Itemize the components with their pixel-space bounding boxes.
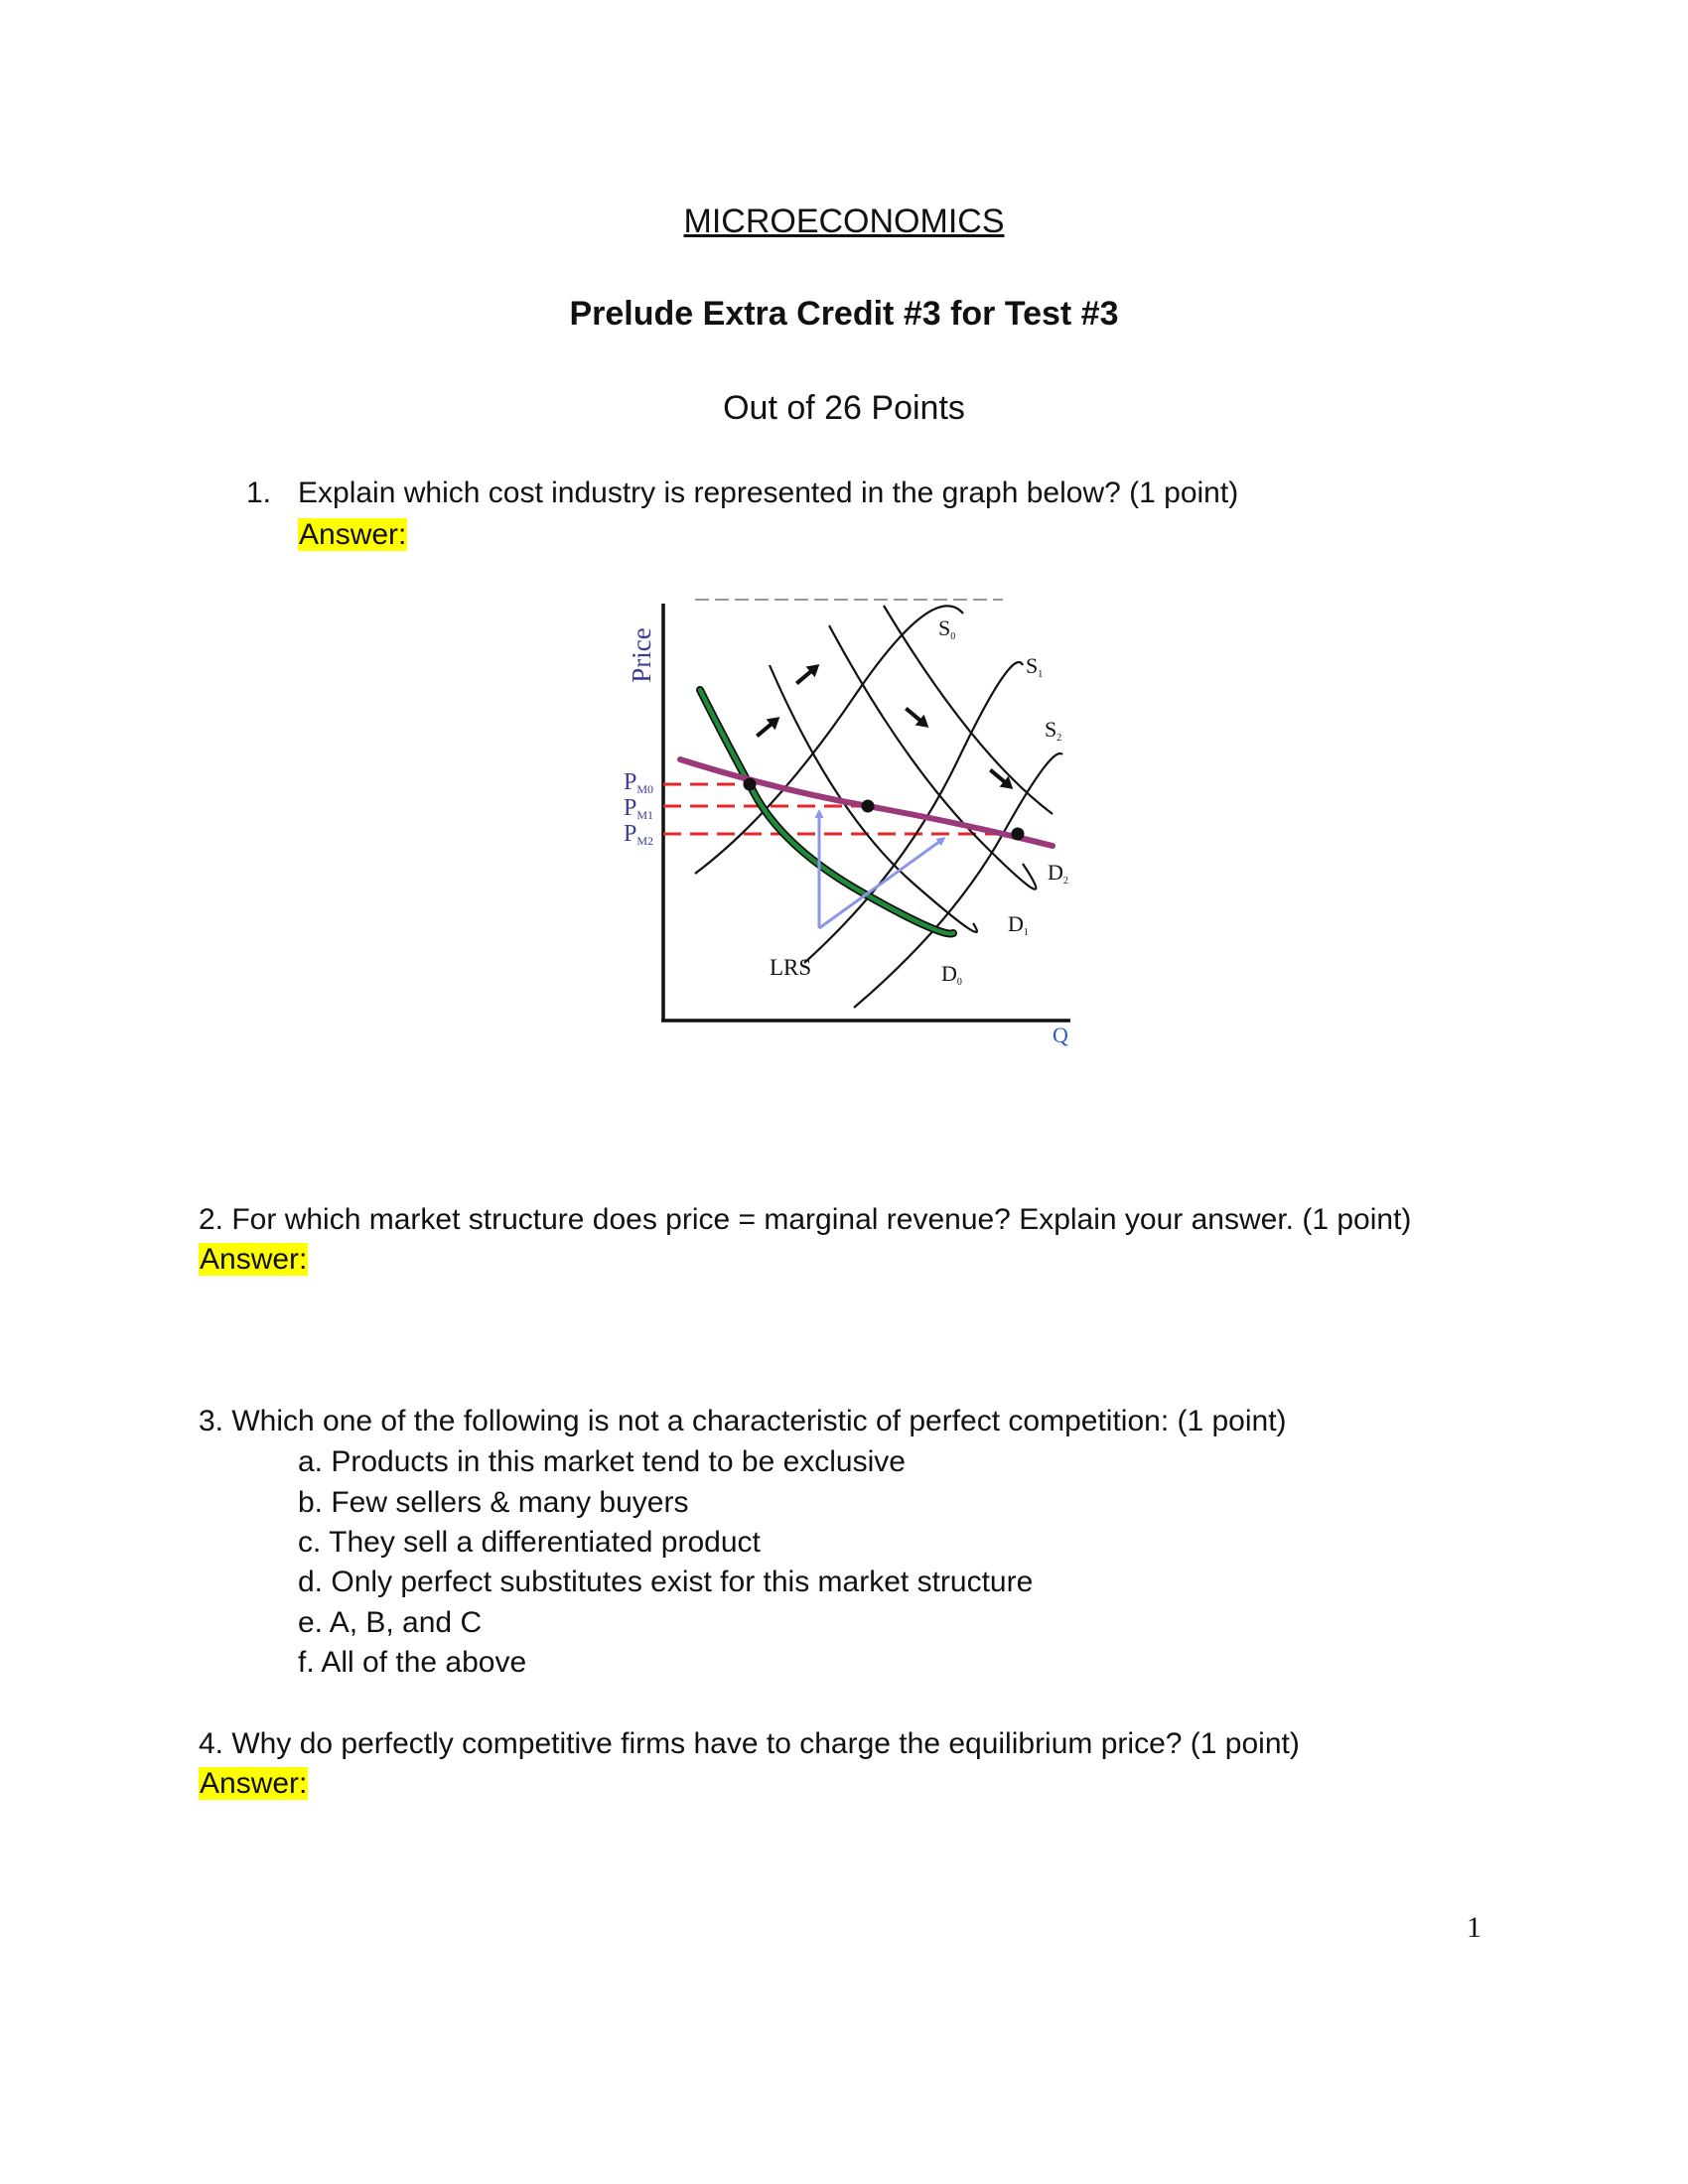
question-1-answer-area[interactable] [298, 518, 407, 552]
green-curve-outline [700, 690, 953, 934]
price-label-pm2: PM2 [624, 821, 654, 848]
question-3-text: 3. Which one of the following is not a characteristic of perfect competition: (1 point) [199, 1405, 1287, 1437]
question-4-text: 4. Why do perfectly competitive firms have to charge the equilibrium price? (1 point) [199, 1727, 1300, 1760]
question-1-text: Explain which cost industry is represented in the graph below? (1 point) [298, 477, 1239, 509]
option-e[interactable]: e. A, B, and C [298, 1606, 483, 1639]
page-number: 1 [1467, 1911, 1481, 1944]
green-curve [700, 690, 953, 934]
course-title: MICROECONOMICS [683, 203, 1005, 240]
y-axis-label: Price [627, 627, 656, 683]
equilibrium-point-2 [1012, 828, 1025, 841]
equilibrium-point-1 [862, 800, 875, 813]
total-points: Out of 26 Points [723, 389, 965, 427]
supply-label-s2: S2 [1045, 717, 1062, 744]
question-2-text: 2. For which market structure does price = marginal revenue? Explain your answer. (1 point) [199, 1203, 1412, 1236]
answer-label: Answer: [200, 1243, 308, 1276]
demand-label-d2: D2 [1048, 860, 1068, 887]
long-run-supply-graph [606, 586, 1082, 1072]
demand-label-d0: D0 [941, 961, 962, 988]
option-b[interactable]: b. Few sellers & many buyers [298, 1486, 689, 1519]
x-axis-label: Q [1053, 1023, 1068, 1047]
answer-label: Answer: [299, 518, 407, 551]
shift-arrows [753, 659, 1018, 794]
option-c[interactable]: c. They sell a differentiated product [298, 1526, 761, 1559]
question-2-answer-area[interactable] [199, 1243, 308, 1277]
demand-label-d1: D1 [1008, 911, 1029, 938]
question-1-number: 1. [246, 477, 272, 509]
supply-label-s1: S1 [1026, 653, 1044, 680]
price-label-pm1: PM1 [624, 795, 654, 822]
demand-curve-d1 [829, 625, 1036, 889]
option-d[interactable]: d. Only perfect substitutes exist for this market structure [298, 1566, 1034, 1598]
supply-label-s0: S0 [938, 615, 956, 642]
answer-label: Answer: [200, 1767, 308, 1800]
price-label-pm0: PM0 [624, 769, 654, 796]
document-title: Prelude Extra Credit #3 for Test #3 [569, 295, 1119, 333]
option-f[interactable]: f. All of the above [298, 1646, 527, 1679]
question-4-answer-area[interactable] [199, 1767, 308, 1801]
equilibrium-point-0 [744, 778, 757, 791]
option-a[interactable]: a. Products in this market tend to be exclusive [298, 1445, 906, 1478]
lrs-label: LRS [770, 955, 812, 980]
